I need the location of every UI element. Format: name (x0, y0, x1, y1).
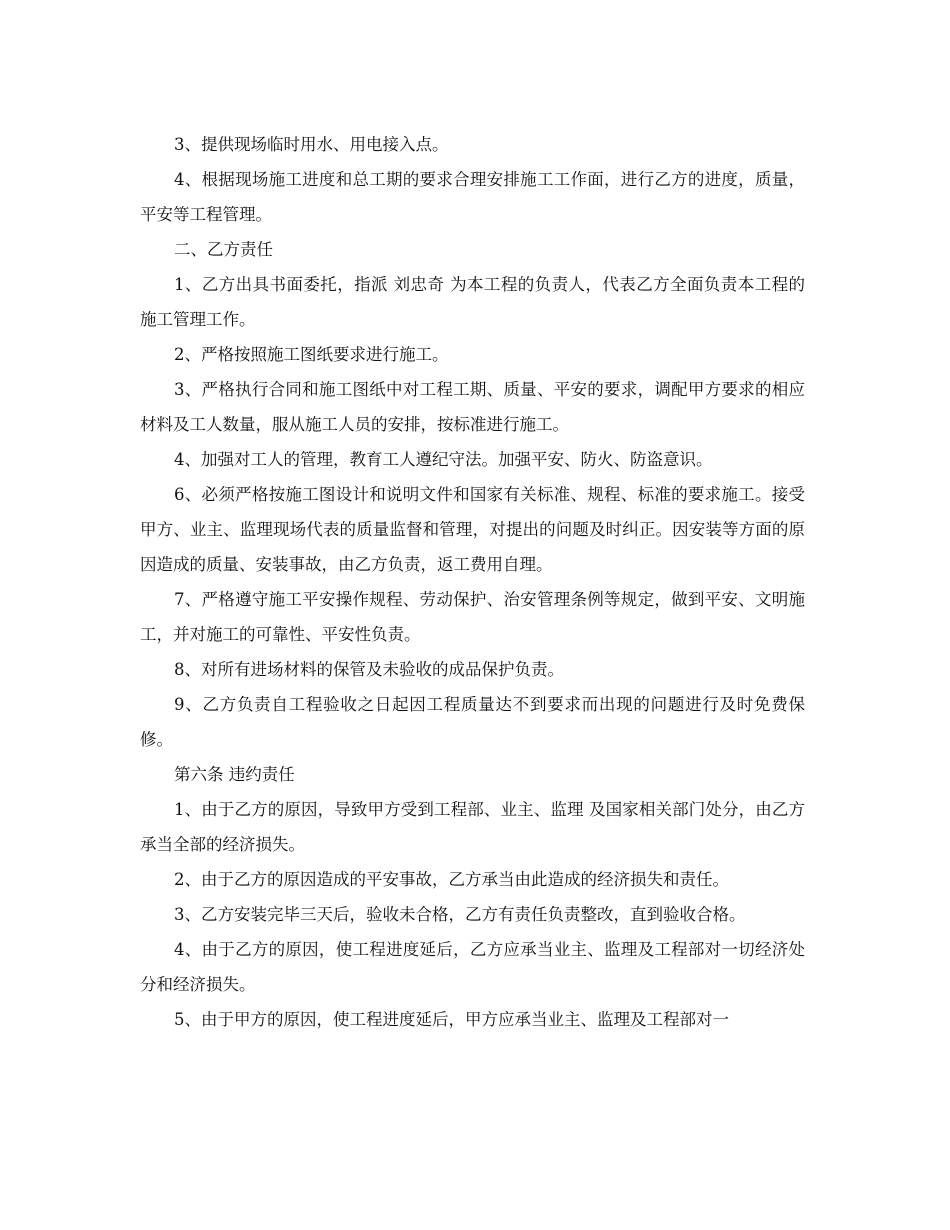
paragraph-warranty: 9、乙方负责自工程验收之日起因工程质量达不到要求而出现的问题进行及时免费保修。 (140, 695, 805, 749)
section-heading-party-b-responsibility: 二、乙方责任 (174, 240, 273, 259)
paragraph-party-b-delay: 4、由于乙方的原因，使工程进度延后，乙方应承当业主、监理及工程部对一切经济处分和经济损失。 (140, 940, 805, 994)
paragraph-execute-contract: 3、严格执行合同和施工图纸中对工程工期、质量、平安的要求，调配甲方要求的相应材料及工人数量，服从施工人员的安排，按标准进行施工。 (140, 380, 805, 434)
paragraph-party-a-delay: 5、由于甲方的原因，使工程进度延后，甲方应承当业主、监理及工程部对一 (174, 1010, 729, 1029)
paragraph-worker-management: 4、加强对工人的管理，教育工人遵纪守法。加强平安、防火、防盗意识。 (174, 450, 713, 469)
paragraph-safety-accident: 2、由于乙方的原因造成的平安事故，乙方承当由此造成的经济损失和责任。 (174, 870, 729, 889)
section-heading-article-six: 第六条 违约责任 (174, 765, 295, 784)
paragraph-acceptance-failure: 3、乙方安装完毕三天后，验收未合格，乙方有责任负责整改，直到验收合格。 (174, 905, 746, 924)
paragraph-material-custody: 8、对所有进场材料的保管及未验收的成品保护负责。 (174, 660, 564, 679)
paragraph-construction-standards: 6、必须严格按施工图设计和说明文件和国家有关标准、规程、标准的要求施工。接受甲方、业主、监理现场代表的质量监督和管理，对提出的问题及时纠正。因安装等方面的原因造成的质量、安装事故，由乙方负责，返工费用自理。 (140, 485, 805, 574)
paragraph-arrange-work-surface: 4、根据现场施工进度和总工期的要求合理安排施工工作面，进行乙方的进度，质量，平安等工程管理。 (140, 170, 805, 224)
paragraph-follow-drawings: 2、严格按照施工图纸要求进行施工。 (174, 345, 449, 364)
paragraph-breach-penalty: 1、由于乙方的原因，导致甲方受到工程部、业主、监理 及国家相关部门处分，由乙方承当全部的经济损失。 (140, 800, 805, 854)
paragraph-provide-water-power: 3、提供现场临时用水、用电接入点。 (174, 135, 449, 154)
paragraph-safety-operation: 7、严格遵守施工平安操作规程、劳动保护、治安管理条例等规定，做到平安、文明施工，并对施工的可靠性、平安性负责。 (140, 590, 805, 644)
document-body (140, 127, 805, 1037)
paragraph-party-b-representative: 1、乙方出具书面委托，指派 刘忠奇 为本工程的负责人，代表乙方全面负责本工程的施工管理工作。 (140, 275, 805, 329)
